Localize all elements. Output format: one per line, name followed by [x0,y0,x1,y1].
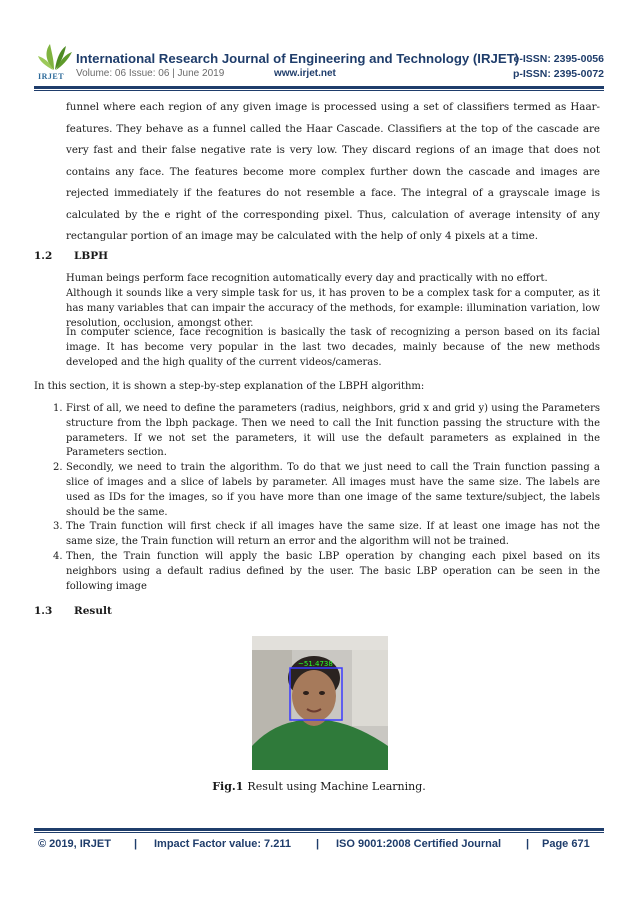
footer-separator: | [316,838,320,850]
list-item: 4. Then, the Train function will apply the basic LBP operation by changing each pixel based on its neighbors using a default radius defined by the user. The basic LBP operation can be seen in the following image [53,550,600,592]
body-paragraph: funnel where each region of any given image is processed using a set of classifiers termed as Haar-features. They behave as a funnel called the Haar Cascade. Classifiers at the top of the cascade are very fast and their false negative rate is very low. They discard regions of an image that does not contains any face. The features become more complex further down the cascade and images are rejected immediately if the features do not resemble a face. The integral of a grayscale image is calculated by the e right of the corresponding pixel. Thus, calculation of average intensity of any rectangular portion of an image may be calculated with the help of only 4 pixels at a time. [66,101,600,242]
steps-list [53,402,600,594]
step-text: The Train function will first check if all images have the same size. If at least one image has not the same size, the Train function will return an error and the algorithm will not be trained. [66,521,600,548]
e-issn: e-ISSN: 2395-0056 [513,53,604,65]
footer-separator: | [134,838,138,850]
list-item: 2. Secondly, we need to train the algorithm. To do that we just need to call the Train function passing a slice of images and a slice of labels by parameter. All images must have the same size. The labels are used as IDs for the images, so if you have more than one image of the same texture/subject, the labels should be the same. [53,462,600,518]
list-item: 1. First of all, we need to define the parameters (radius, neighbors, grid x and grid y) using the Parameters structure from the lbph package. Then we need to call the Init function passing the structure with the parameters. If we not set the parameters, it will use the default parameters as explained in the Parameters section. [53,403,600,459]
section-number: 1.3 [34,605,53,617]
step-text: Then, the Train function will apply the basic LBP operation by changing each pixel based on its neighbors using a default radius defined by the user. The basic LBP operation can be seen in the following image [66,550,600,592]
logo-text: IRJET [38,72,65,81]
step-text: First of all, we need to define the parameters (radius, neighbors, grid x and grid y) using the Parameters structure from the lbph package. Then we need to call the Init function passing the structure with the parameters. If we not set the parameters, it will use the default parameters as explained in the Parameters section. [66,403,600,459]
section-heading-result [34,605,112,617]
footer-rule-thin [34,832,604,833]
confidence-label: ~51.4738 [298,660,333,668]
footer-rule [34,828,604,831]
list-item: 3. The Train function will first check if all images have the same size. If at least one image has not the same size, the Train function will return an error and the algorithm will not be trained. [53,521,600,548]
section-heading-lbph [34,250,108,262]
volume-info: Volume: 06 Issue: 06 | June 2019 [76,68,225,79]
step-text: Secondly, we need to train the algorithm. To do that we just need to call the Train function passing a slice of images and a slice of labels by parameter. All images must have the same size. The labels are used as IDs for the images, so if you have more than one image of the same texture/subject, the labels should be the same. [66,462,600,518]
page-number: Page 671 [542,838,590,850]
lbph-paragraph-3: In computer science, face recognition is basically the task of recognizing a person based on its facial image. It has become very popular in the last two decades, mainly because of the new methods developed and the high quality of the current videos/cameras. [66,327,600,368]
steps-intro: In this section, it is shown a step-by-step explanation of the LBPH algorithm: [34,381,425,392]
section-title: Result [74,605,112,617]
section-number: 1.2 [34,250,53,262]
figure-label: Fig.1 [212,780,244,793]
iso-certification: ISO 9001:2008 Certified Journal [336,838,502,850]
section-title: LBPH [74,250,109,262]
lbph-paragraph-1: Human beings perform face recognition automatically every day and practically with no effort. [66,273,548,284]
website-link[interactable]: www.irjet.net [274,68,336,79]
lbph-paragraph-2: Although it sounds like a very simple task for us, it has proven to be a complex task for a computer, as it has many variables that can impair the accuracy of the methods, for example: illumination variation, low resolution, occlusion, amongst other. [66,288,600,329]
p-issn: p-ISSN: 2395-0072 [512,68,604,80]
header-rule [34,86,604,89]
header-rule-thin [34,90,604,91]
caption-text: Result using Machine Learning. [247,780,426,793]
figure-caption [0,780,638,793]
result-photo [252,636,388,770]
page-header [34,42,604,92]
copyright: © 2019, IRJET [38,838,111,850]
impact-factor: Impact Factor value: 7.211 [154,838,291,850]
journal-title: International Research Journal of Engineering and Technology (IRJET) [76,51,520,66]
footer-separator: | [526,838,530,850]
